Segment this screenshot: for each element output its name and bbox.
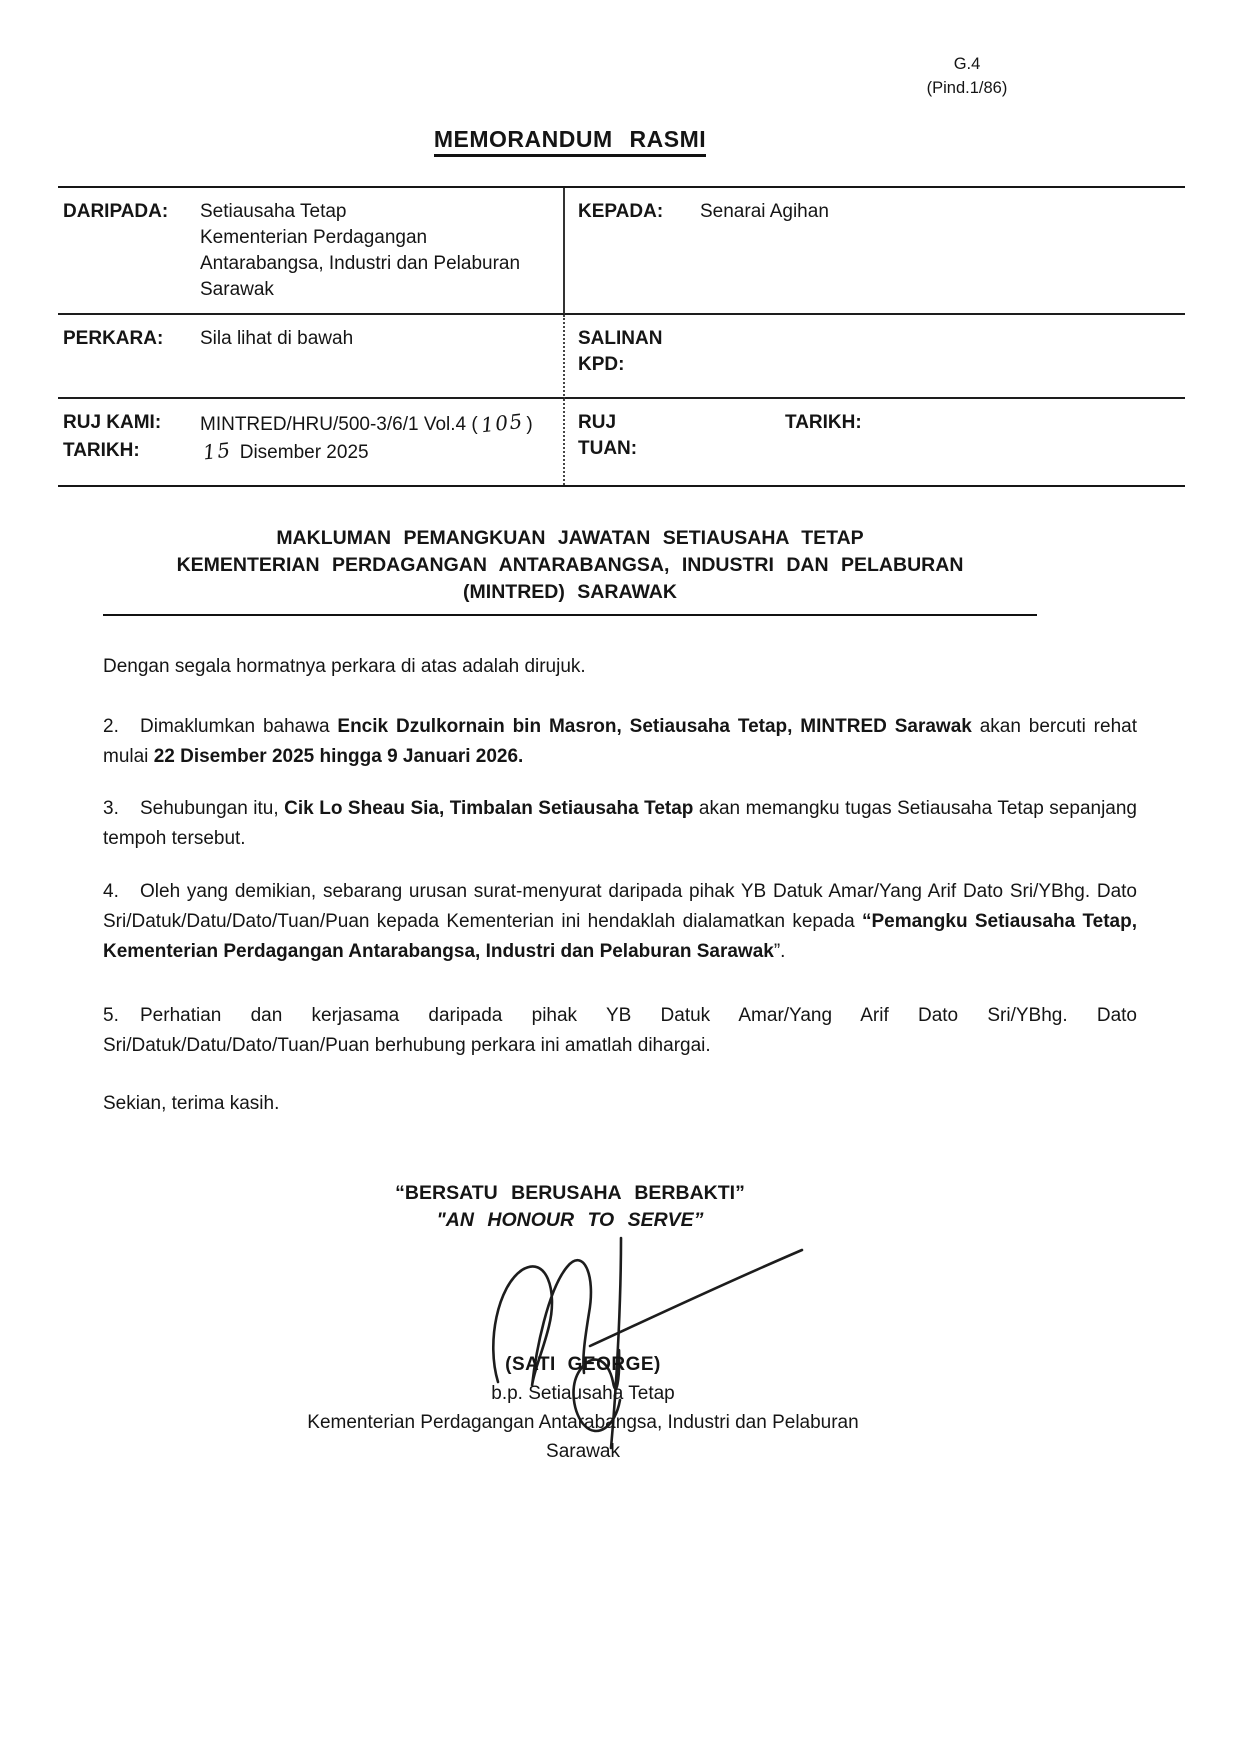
tarikh-tuan-label: TARIKH: (785, 412, 862, 433)
signature-block (103, 1234, 1063, 1474)
salinan-label-line2: KPD: (578, 354, 625, 375)
paragraph-5-number: 5. (103, 1005, 119, 1026)
memo-header-table (58, 186, 1185, 487)
paragraph-1: Dengan segala hormatnya perkara di atas adalah dirujuk. (103, 656, 586, 677)
kepada-label: KEPADA: (578, 201, 664, 222)
motto-block (103, 1180, 1037, 1234)
paragraph-5: 5. Perhatian dan kerjasama daripada pihak YB Datuk Amar/Yang Arif Dato Sri/YBhg. Dato Sri/Datuk/Datu/Dato/Tuan/Puan berhubung perkara ini amatlah dihargai. (103, 1001, 1137, 1061)
motto-english: "AN HONOUR TO SERVE” (436, 1209, 704, 1231)
document-title: MEMORANDUM RASMI (103, 126, 1037, 153)
signatory-org-line1: Kementerian Perdagangan Antarabangsa, Industri dan Pelaburan (307, 1412, 859, 1433)
subject-line-2: KEMENTERIAN PERDAGANGAN ANTARABANGSA, INDUSTRI DAN PELABURAN (176, 554, 964, 576)
signatory-details (103, 1350, 1063, 1466)
form-code: G.4 (953, 55, 981, 73)
paragraph-4: 4. Oleh yang demikian, sebarang urusan surat-menyurat daripada pihak YB Datuk Amar/Yang Arif Dato Sri/YBhg. Dato Sri/Datuk/Datu/Dato/Tuan/Puan kepada Kementerian ini hendaklah dialamatkan kepada “Pemangku Setiausaha Tetap, Kementerian Perdagangan Antarabangsa, Industri dan Pelaburan Sarawak”. (103, 877, 1137, 967)
closing-line: Sekian, terima kasih. (103, 1093, 280, 1114)
paragraph-3-number: 3. (103, 798, 119, 819)
subject-line-1: MAKLUMAN PEMANGKUAN JAWATAN SETIAUSAHA TETAP (276, 527, 864, 549)
paragraph-2-number: 2. (103, 716, 119, 737)
form-revision: (Pind.1/86) (926, 79, 1008, 97)
tarikh-label: TARIKH: (63, 440, 140, 461)
salinan-cell (565, 315, 1185, 399)
daripada-cell (58, 188, 565, 315)
perkara-cell (58, 315, 565, 399)
subject-heading (103, 525, 1037, 616)
perkara-value: Sila lihat di bawah (200, 328, 354, 349)
salinan-label-line1: SALINAN (578, 328, 663, 349)
daripada-value: Setiausaha Tetap Kementerian Perdagangan Antarabangsa, Industri dan Pelaburan Sarawak (200, 201, 521, 300)
handwritten-ref-number: 105 (479, 408, 525, 438)
ruj-tuan-cell (565, 399, 1185, 485)
signatory-name: (SATI GEORGE) (505, 1354, 661, 1375)
kepada-value: Senarai Agihan (700, 201, 829, 222)
handwritten-day: 15 (201, 437, 233, 465)
motto-malay: “BERSATU BERUSAHA BERBAKTI” (395, 1182, 745, 1204)
form-reference-block (912, 52, 1022, 100)
signatory-org-line2: Sarawak (546, 1441, 620, 1462)
subject-line-3: (MINTRED) SARAWAK (463, 581, 677, 603)
signed-on-behalf: b.p. Setiausaha Tetap (491, 1383, 675, 1404)
ruj-tuan-label: RUJ TUAN: (578, 412, 638, 459)
ruj-kami-value: MINTRED/HRU/500-3/6/1 Vol.4 (105) (200, 408, 533, 438)
ruj-kami-cell (58, 399, 565, 485)
paragraph-3: 3. Sehubungan itu, Cik Lo Sheau Sia, Timbalan Setiausaha Tetap akan memangku tugas Setiausaha Tetap sepanjang tempoh tersebut. (103, 794, 1137, 854)
ruj-kami-label: RUJ KAMI: (63, 412, 162, 433)
perkara-label: PERKARA: (63, 328, 164, 349)
paragraph-2: 2. Dimaklumkan bahawa Encik Dzulkornain bin Masron, Setiausaha Tetap, MINTRED Sarawak akan bercuti rehat mulai 22 Disember 2025 hingga 9 Januari 2026. (103, 712, 1137, 772)
tarikh-value: 15 Disember 2025 (200, 438, 555, 466)
kepada-cell (565, 188, 1185, 315)
paragraph-4-number: 4. (103, 881, 119, 902)
daripada-label: DARIPADA: (63, 201, 169, 222)
memo-body (103, 652, 1137, 1119)
